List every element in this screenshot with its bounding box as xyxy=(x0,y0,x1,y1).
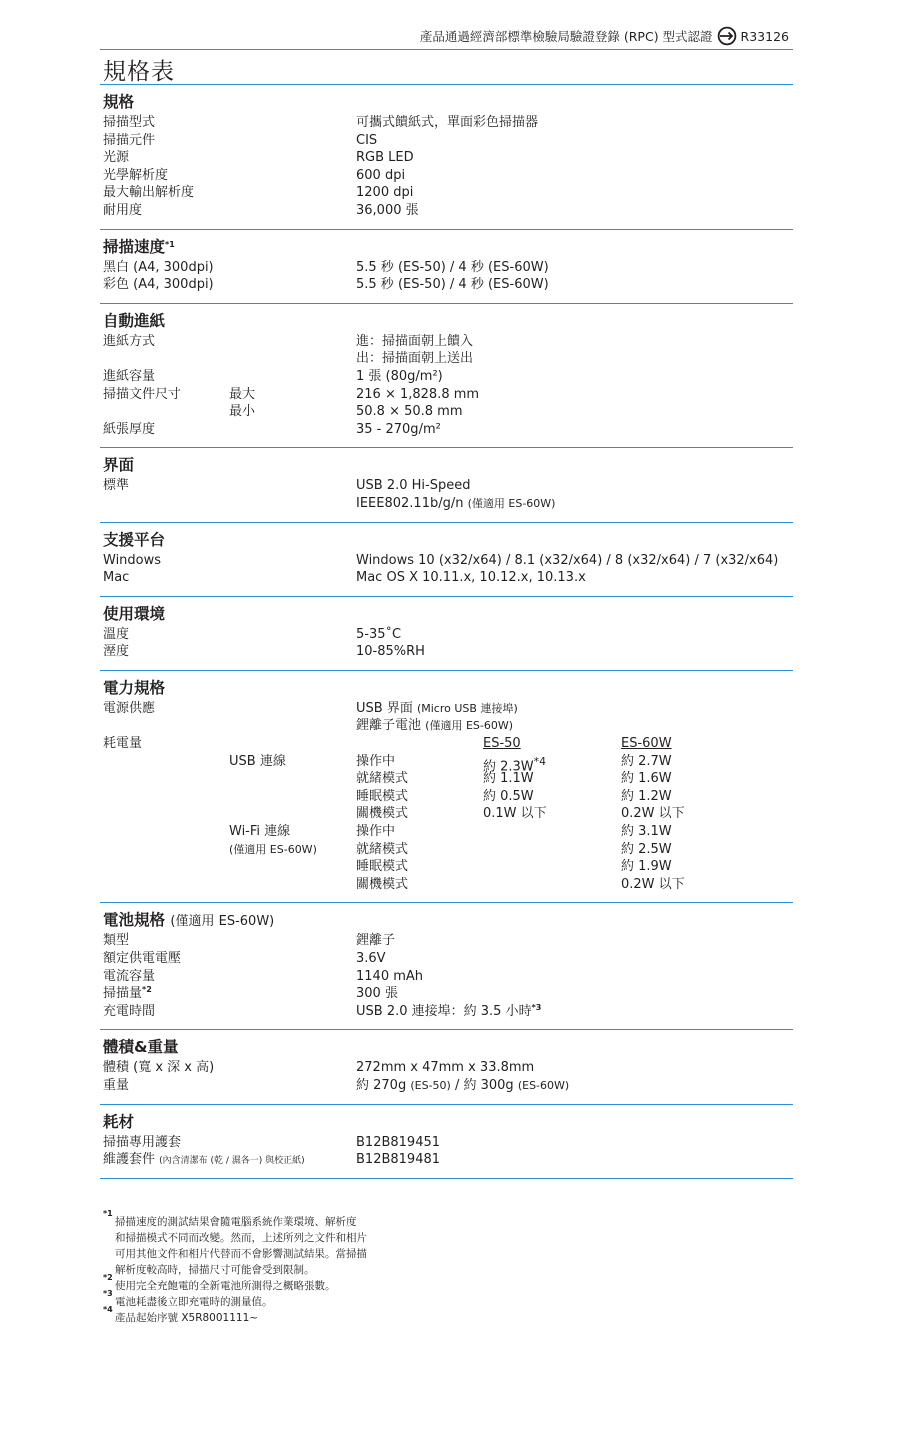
power-row xyxy=(103,876,793,894)
spec-label: 光源 xyxy=(103,150,130,166)
spec-row xyxy=(103,735,793,753)
spec-row xyxy=(103,717,793,735)
section-scan xyxy=(100,85,793,230)
certification-code: R33126 xyxy=(740,28,789,44)
section-power xyxy=(100,671,793,904)
spec-label: 重量 xyxy=(103,1077,130,1093)
spec-row xyxy=(103,643,793,661)
spec-label-text: 維護套件 xyxy=(103,1152,156,1168)
page-title: 規格表 xyxy=(103,59,175,85)
spec-value: CIS xyxy=(356,132,378,148)
section-title xyxy=(103,236,793,259)
spec-value: 5-35˚C xyxy=(356,626,402,642)
spec-label-text: 掃描量 xyxy=(103,986,143,1002)
spec-label: 掃描元件 xyxy=(103,132,156,148)
spec-row xyxy=(103,403,793,421)
spec-value: B12B819451 xyxy=(356,1134,441,1150)
power-row xyxy=(103,770,793,788)
spec-row xyxy=(103,1151,793,1169)
spec-label: 耗電量 xyxy=(103,736,143,752)
spec-row xyxy=(103,386,793,404)
spec-value: 600 dpi xyxy=(356,167,406,183)
spec-label xyxy=(103,985,356,1003)
certification-text: 產品通過經濟部標準檢驗局驗證登錄 (RPC) 型式認證 xyxy=(419,29,713,44)
spec-value-main: USB 界面 xyxy=(356,700,413,716)
spec-row xyxy=(103,932,793,950)
spec-sublabel: 最大 xyxy=(229,386,256,402)
spec-label: 光學解析度 xyxy=(103,167,169,183)
spec-label: Windows xyxy=(103,552,162,568)
spec-value: 50.8 × 50.8 mm xyxy=(356,404,463,420)
spec-value-main: 鋰離子電池 xyxy=(356,718,422,734)
spec-value: 10-85%RH xyxy=(356,644,425,660)
footnote-ref: *4 xyxy=(533,754,546,768)
spec-value: B12B819481 xyxy=(356,1152,441,1168)
spec-row xyxy=(103,259,793,277)
mode-label: 就緒模式 xyxy=(356,771,409,787)
section-title: 體積&重量 xyxy=(103,1038,179,1057)
es60w-value: 0.2W 以下 xyxy=(621,876,685,892)
spec-label: 黑白 (A4, 300dpi) xyxy=(103,259,214,275)
spec-value: Mac OS X 10.11.x, 10.12.x, 10.13.x xyxy=(356,570,586,586)
footnote xyxy=(103,1273,367,1294)
footnote-mark: *2 xyxy=(103,1273,113,1282)
spec-row xyxy=(103,1134,793,1152)
es60w-value: 約 1.2W xyxy=(621,788,672,804)
spec-row xyxy=(103,1077,793,1095)
section-dimensions xyxy=(100,1030,793,1104)
spec-value: USB 2.0 Hi-Speed xyxy=(356,478,471,494)
section-title-text: 電池規格 xyxy=(103,911,166,930)
spec-value: 272mm x 47mm x 33.8mm xyxy=(356,1060,535,1076)
spec-label: 掃描專用護套 xyxy=(103,1134,182,1150)
spec-sheet xyxy=(100,85,793,1179)
power-row xyxy=(103,805,793,823)
footnote-ref: *3 xyxy=(531,1002,542,1012)
spec-row xyxy=(103,184,793,202)
section-speed xyxy=(100,230,793,304)
es50-value-text: 約 2.3W xyxy=(483,758,534,774)
section-feed xyxy=(100,304,793,449)
mode-label: 睡眠模式 xyxy=(356,859,409,875)
spec-label: 掃描型式 xyxy=(103,115,156,130)
spec-label: 進紙方式 xyxy=(103,333,156,349)
spec-row xyxy=(103,167,793,185)
spec-label xyxy=(103,1151,356,1171)
spec-value-main: IEEE802.11b/g/n xyxy=(356,495,464,511)
es50-value: 0.1W 以下 xyxy=(483,806,547,822)
connection-note: (僅適用 ES-60W) xyxy=(229,842,317,856)
footnote-text: 電池耗盡後立即充電時的測量值。 xyxy=(115,1296,273,1308)
spec-value xyxy=(356,1077,796,1095)
spec-label: Mac xyxy=(103,570,130,586)
section-title-text: 掃描速度 xyxy=(103,237,166,256)
section-title: 規格 xyxy=(103,93,135,111)
spec-value: 300 張 xyxy=(356,986,398,1002)
spec-row xyxy=(103,114,793,132)
spec-label: 進紙容量 xyxy=(103,368,156,384)
spec-value: 出：掃描面朝上送出 xyxy=(356,351,474,367)
spec-value: 36,000 張 xyxy=(356,202,419,218)
spec-label: 體積 (寬 x 深 x 高) xyxy=(103,1060,215,1076)
spec-label: 充電時間 xyxy=(103,1003,156,1019)
mode-label: 關機模式 xyxy=(356,806,409,822)
section-title: 界面 xyxy=(103,456,135,475)
spec-label: 額定供電電壓 xyxy=(103,951,182,966)
spec-row xyxy=(103,202,793,220)
spec-row xyxy=(103,968,793,986)
bsmi-mark-icon xyxy=(717,26,737,46)
spec-row xyxy=(103,700,793,718)
spec-value: 1200 dpi xyxy=(356,185,414,201)
es60w-value: 約 3.1W xyxy=(621,824,672,840)
spec-value: 1140 mAh xyxy=(356,968,424,984)
spec-value: RGB LED xyxy=(356,150,414,166)
weight-es60w: / 約 300g xyxy=(454,1077,514,1093)
mode-label: 就緒模式 xyxy=(356,841,409,857)
spec-value: 35 - 270g/m² xyxy=(356,421,441,437)
spec-value: 1 張 (80g/m²) xyxy=(356,368,443,384)
es50-value: 約 1.1W xyxy=(483,771,534,787)
section-title: 支援平台 xyxy=(103,530,166,549)
section-title xyxy=(103,909,793,932)
spec-value xyxy=(356,717,796,735)
spec-row xyxy=(103,421,793,439)
column-header-es60w: ES-60W xyxy=(621,736,672,752)
spec-value-note: (僅適用 ES-60W) xyxy=(425,719,514,733)
spec-row xyxy=(103,477,793,495)
spec-label-note: (內含清潔布 (乾 / 濕各一) 與校正紙) xyxy=(159,1156,305,1167)
spec-label: 掃描文件尺寸 xyxy=(103,386,182,402)
section-platform xyxy=(100,523,793,597)
spec-value xyxy=(356,495,796,513)
mode-label: 關機模式 xyxy=(356,876,409,892)
spec-label: 溫度 xyxy=(103,626,130,642)
spec-row xyxy=(103,333,793,351)
footnote-mark: *3 xyxy=(103,1289,113,1298)
spec-row xyxy=(103,569,793,587)
connection-label: Wi-Fi 連線 xyxy=(229,824,291,840)
section-title: 耗材 xyxy=(103,1112,135,1131)
spec-row xyxy=(103,1059,793,1077)
footnote-ref: *1 xyxy=(165,239,175,249)
footnote xyxy=(103,1289,367,1310)
spec-value: 鋰離子 xyxy=(356,933,396,949)
power-row xyxy=(103,858,793,876)
spec-value-note: (Micro USB 連接埠) xyxy=(416,701,518,715)
spec-value-text: USB 2.0 連接埠：約 3.5 小時 xyxy=(356,1003,532,1019)
spec-label: 標準 xyxy=(103,478,130,494)
spec-value: 216 × 1,828.8 mm xyxy=(356,386,480,402)
section-interface xyxy=(100,448,793,522)
mode-label: 睡眠模式 xyxy=(356,788,409,804)
spec-row xyxy=(103,368,793,386)
spec-label: 溼度 xyxy=(103,644,130,660)
mode-label: 操作中 xyxy=(356,753,396,769)
spec-value: Windows 10 (x32/x64) / 8.1 (x32/x64) / 8 (x32/x64) / 7 (x32/x64) xyxy=(356,552,779,568)
weight-es60w-note: (ES-60W) xyxy=(517,1078,570,1092)
section-title: 自動進紙 xyxy=(103,311,166,330)
spec-value: 可攜式饋紙式，單面彩色掃描器 xyxy=(356,115,539,130)
spec-row xyxy=(103,1003,793,1021)
spec-row xyxy=(103,132,793,150)
spec-label: 最大輸出解析度 xyxy=(103,185,195,201)
section-title-note: (僅適用 ES-60W) xyxy=(170,914,275,930)
footnote-text: 產品起始序號 X5R8001111~ xyxy=(115,1312,259,1324)
power-row xyxy=(103,753,793,774)
spec-label: 電源供應 xyxy=(103,700,156,716)
es60w-value: 0.2W 以下 xyxy=(621,806,685,822)
spec-row xyxy=(103,950,793,968)
es60w-value: 約 2.5W xyxy=(621,841,672,857)
section-consumables xyxy=(100,1105,793,1179)
mode-label: 操作中 xyxy=(356,824,396,840)
section-title: 電力規格 xyxy=(103,678,166,697)
spec-value: 5.5 秒 (ES-50) / 4 秒 (ES-60W) xyxy=(356,277,549,293)
spec-value: 進：掃描面朝上饋入 xyxy=(356,333,474,349)
es60w-value: 約 1.9W xyxy=(621,859,672,875)
footnote xyxy=(103,1209,367,1278)
spec-label: 耐用度 xyxy=(103,202,143,218)
spec-label: 電流容量 xyxy=(103,968,156,984)
weight-es50: 約 270g xyxy=(356,1077,407,1093)
footnotes xyxy=(103,1209,367,1326)
footnote-text: 掃描速度的測試結果會隨電腦系統作業環境、解析度 和掃描模式不同而改變。然而，上述所列之文件和相片 可用其他文件和相片代替而不會影響測試結果。當掃描 解析度較高時，掃描尺寸可能會受到限制。 xyxy=(115,1216,367,1276)
power-row xyxy=(103,788,793,806)
spec-row xyxy=(103,350,793,368)
spec-sublabel: 最小 xyxy=(229,404,256,420)
spec-value xyxy=(356,1003,796,1021)
footnote-mark: *1 xyxy=(103,1209,113,1218)
spec-label: 彩色 (A4, 300dpi) xyxy=(103,277,214,293)
spec-value: 3.6V xyxy=(356,951,386,966)
connection-label: USB 連線 xyxy=(229,753,286,769)
column-header-es50: ES-50 xyxy=(483,736,521,752)
spec-value xyxy=(356,700,796,718)
es50-value: 約 0.5W xyxy=(483,788,534,804)
footnote-text: 使用完全充飽電的全新電池所測得之概略張數。 xyxy=(115,1280,336,1292)
section-environment xyxy=(100,597,793,671)
title-top-rule xyxy=(100,49,793,50)
section-title: 使用環境 xyxy=(103,604,166,623)
footnote xyxy=(103,1305,367,1326)
power-row xyxy=(103,841,793,859)
es60w-value: 約 2.7W xyxy=(621,753,672,769)
weight-es50-note: (ES-50) xyxy=(410,1078,451,1092)
es60w-value: 約 1.6W xyxy=(621,771,672,787)
power-row xyxy=(103,823,793,841)
spec-row xyxy=(103,552,793,570)
spec-value: 5.5 秒 (ES-50) / 4 秒 (ES-60W) xyxy=(356,259,549,275)
spec-row xyxy=(103,985,793,1003)
spec-label: 類型 xyxy=(103,933,130,949)
spec-label: 紙張厚度 xyxy=(103,421,156,437)
certification-notice xyxy=(420,26,789,46)
spec-value-note: (僅適用 ES-60W) xyxy=(467,496,556,510)
spec-row xyxy=(103,276,793,294)
section-battery xyxy=(100,903,793,1030)
footnote-ref: *2 xyxy=(142,985,152,995)
spec-row xyxy=(103,495,793,513)
footnote-mark: *4 xyxy=(103,1305,113,1314)
spec-row xyxy=(103,626,793,644)
spec-row xyxy=(103,149,793,167)
